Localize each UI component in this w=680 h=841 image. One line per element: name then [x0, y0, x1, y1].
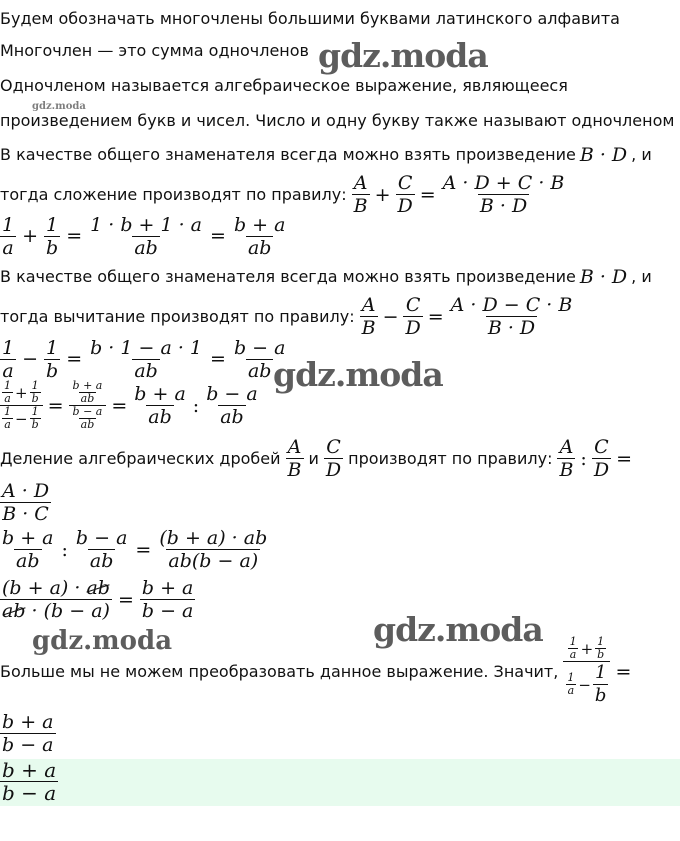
math-fragment: B · D	[579, 266, 628, 288]
cancelled-term: ab	[2, 600, 26, 622]
equation-complex-fraction	[0, 380, 260, 431]
operator: =	[210, 348, 226, 370]
fraction: $\frac{b \cdot 1 - a \cdot 1}{ab}$	[90, 336, 203, 382]
watermark: gdz.moda	[318, 36, 488, 75]
fraction: $\frac{1}{b}$	[46, 336, 59, 382]
operator: =	[419, 183, 436, 206]
operator: =	[615, 660, 632, 683]
line-polynomial-definition: Многочлен — это сумма одночленов	[0, 41, 309, 60]
operator: =	[111, 394, 128, 417]
text-fragment: Деление алгебраических дробей	[0, 448, 281, 468]
text-fragment: В качестве общего знаменателя всегда можно взять произведение	[0, 267, 576, 286]
fraction: $\frac{b + a}{ab}$	[2, 527, 54, 572]
fraction: $\frac{C}{D}$	[325, 436, 342, 481]
operator: =	[66, 348, 83, 370]
watermark-small: gdz.moda	[32, 101, 86, 112]
text-fragment: В качестве общего знаменателя всегда можно взять произведение	[0, 145, 576, 164]
operator: :	[580, 447, 587, 470]
equation-cancellation	[0, 577, 195, 622]
text-fragment: , и	[631, 145, 652, 164]
operator: +	[22, 225, 39, 247]
division-result	[0, 480, 51, 526]
line-common-denominator-1	[0, 144, 652, 166]
fraction: $\frac{C}{D}$	[405, 294, 421, 339]
equation-division-step	[0, 527, 269, 572]
operator: −	[22, 348, 39, 370]
text-fragment: тогда вычитание производят по правилу:	[0, 306, 355, 326]
fraction: $\frac{1}{a}$	[2, 213, 15, 259]
fraction: $\frac{b - a}{ab}$	[206, 383, 258, 428]
fraction: $\frac{1}{b}$	[46, 213, 59, 259]
complex-fraction: $\frac{1}{a}$ + $\frac{1}{b}$ $\frac{1}{a}$ − $\frac{1}{b}$	[563, 636, 610, 707]
operator: =	[210, 225, 226, 247]
final-answer: $\frac{b + a}{b - a}$	[2, 758, 57, 805]
fraction: $\frac{A}{B}$	[287, 436, 302, 481]
fraction: $\frac{b - a}{ab}$	[233, 336, 286, 382]
line-division-rule	[0, 436, 632, 481]
fraction: $\frac{A \cdot D - C \cdot B}{B \cdot D}$	[450, 294, 573, 339]
line-monomial-definition: Одночленом называется алгебраическое выражение, являющееся	[0, 76, 568, 95]
math-fragment: B · D	[579, 144, 628, 166]
equation-sum	[0, 213, 287, 259]
fraction: $\frac{(b + a) \cdot ab}{ab(b - a)}$	[159, 527, 268, 572]
operator: :	[192, 394, 200, 417]
text-fragment: производят по правилу:	[348, 448, 553, 468]
operator: =	[427, 305, 444, 328]
fraction: $\frac{A \cdot D + C \cdot B}{B \cdot D}$	[442, 172, 565, 217]
fraction: $\frac{C}{D}$	[397, 172, 413, 217]
operator: −	[382, 305, 399, 328]
operator: +	[374, 183, 391, 206]
fraction: $\frac{b + a}{b - a}$	[141, 577, 194, 622]
fraction: $\frac{1 \cdot b + 1 \cdot a}{ab}$	[90, 213, 203, 259]
text-fragment: , и	[631, 267, 652, 286]
operator: =	[616, 447, 632, 470]
line-monomial-continued: произведением букв и чисел. Число и одну букву также называют одночленом	[0, 111, 675, 130]
line-polynomials: Будем обозначать многочлены большими буквами латинского алфавита	[0, 9, 620, 28]
watermark: gdz.moda	[32, 626, 173, 656]
watermark: gdz.moda	[373, 610, 543, 649]
fraction: $\frac{C}{D}$	[593, 436, 610, 481]
line-addition-rule	[0, 172, 566, 217]
fraction: $\frac{A}{B}$	[361, 294, 376, 339]
fraction: $\frac{b + a}{b - a}$	[2, 711, 54, 756]
equation-difference	[0, 336, 287, 382]
complex-fraction: $\frac{1}{a}$ + $\frac{1}{b}$ $\frac{1}{a}$ − $\frac{1}{b}$	[0, 380, 43, 431]
line-subtraction-rule	[0, 294, 574, 339]
fraction: $\frac{A}{B}$	[353, 172, 368, 217]
operator: =	[47, 394, 64, 417]
operator: :	[61, 538, 68, 561]
operator: =	[135, 538, 152, 561]
final-answer-highlight	[0, 759, 680, 806]
line-common-denominator-2	[0, 266, 652, 288]
fraction: $\frac{A}{B}$	[559, 436, 574, 481]
fraction: $\frac{A \cdot D}{B \cdot C}$	[2, 480, 50, 525]
complex-fraction: $\frac{\frac{b + a}{ab}}{\frac{b - a}{ab}}$	[69, 380, 107, 431]
fraction: $\frac{b - a}{ab}$	[75, 527, 128, 572]
operator: =	[117, 588, 134, 611]
fraction: $\frac{1}{a}$	[2, 336, 15, 382]
text-fragment: и	[308, 448, 319, 468]
fraction: $\frac{b + a}{ab}$	[233, 213, 286, 259]
operator: =	[66, 225, 83, 247]
fraction: $\frac{b + a}{ab}$	[134, 383, 186, 428]
text-fragment: тогда сложение производят по правилу:	[0, 184, 347, 204]
watermark: gdz.moda	[273, 355, 443, 394]
fraction-cancelled: $\frac{(b + a) \cdot ab}{ab \cdot (b - a)}$	[2, 577, 110, 622]
conclusion-result	[0, 711, 56, 759]
text-fragment: Больше мы не можем преобразовать данное выражение. Значит,	[0, 661, 559, 681]
cancelled-term: ab	[86, 577, 110, 599]
